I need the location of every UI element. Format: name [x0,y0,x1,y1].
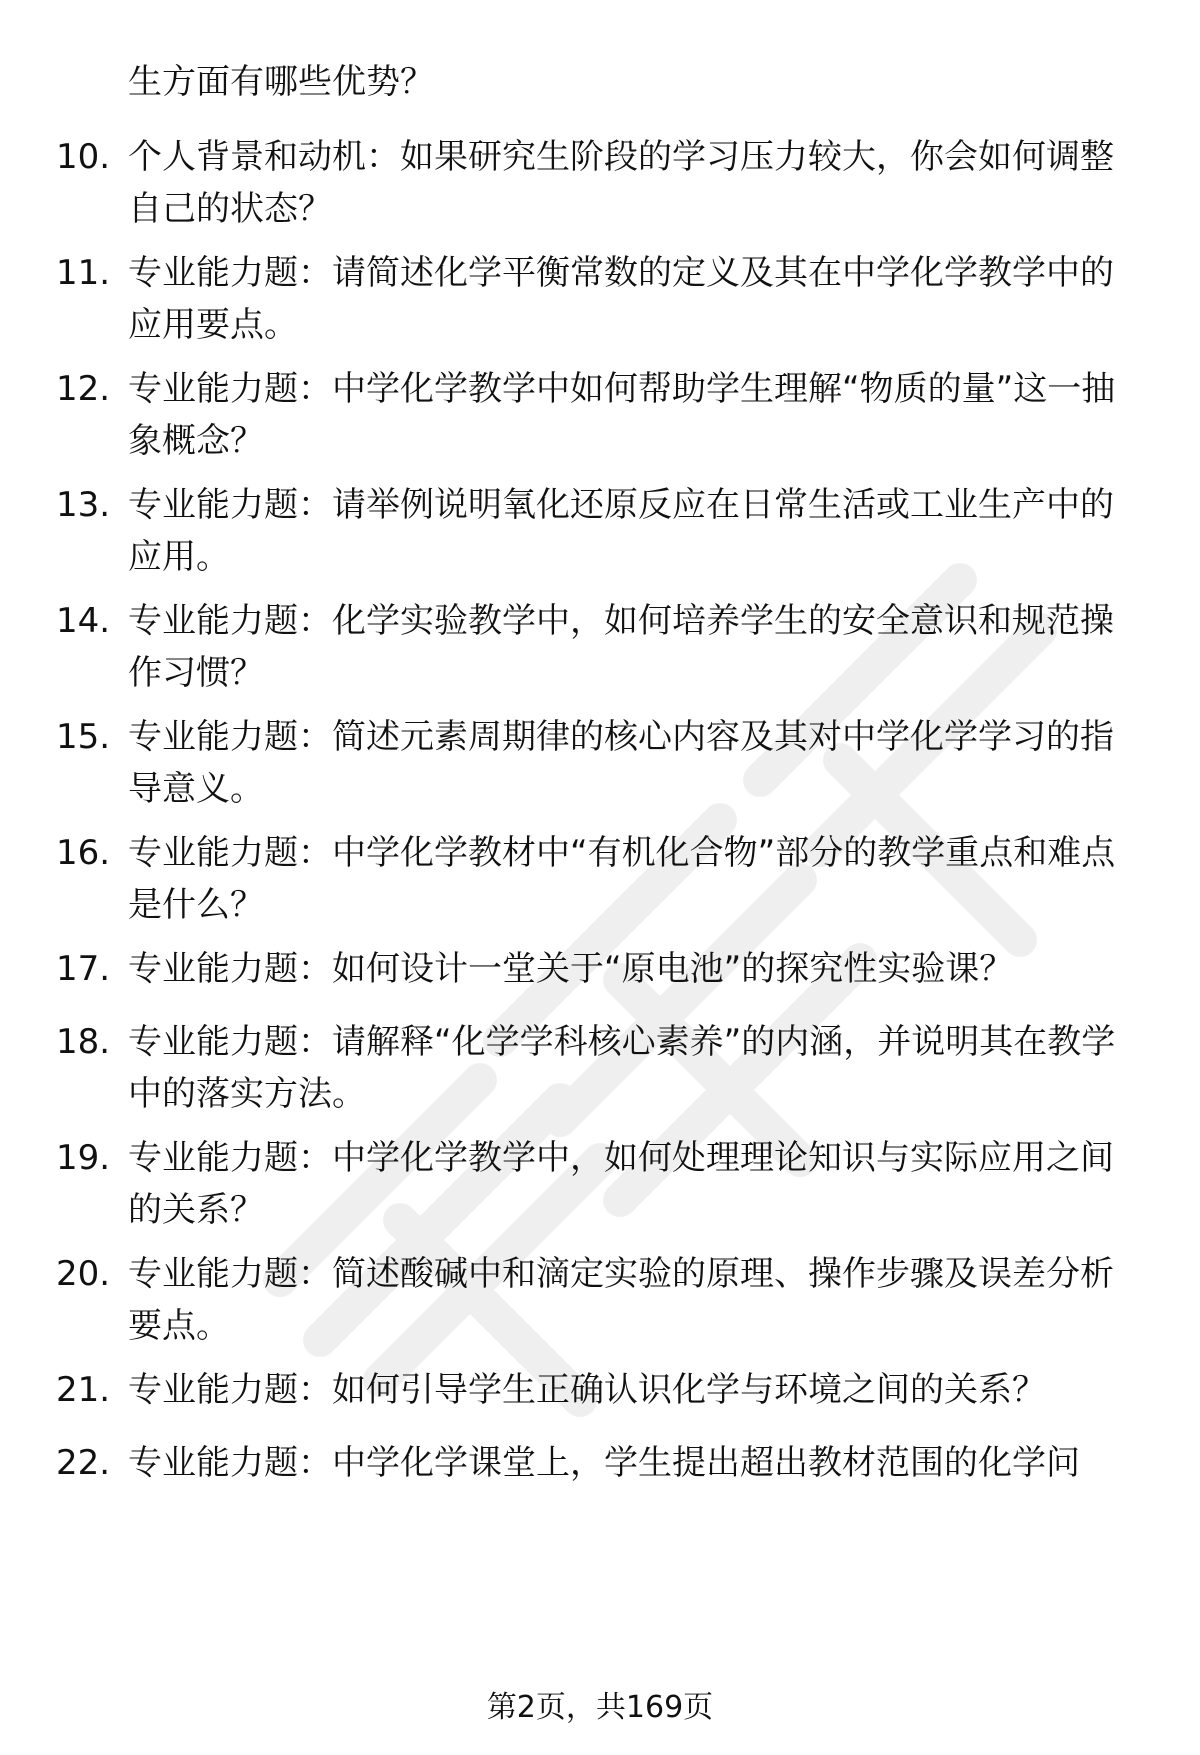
item-number: 22. [56,1443,111,1483]
item-text: 专业能力题：简述元素周期律的核心内容及其对中学化学学习的指导意义。 [128,717,1114,809]
item-number: 15. [56,717,111,757]
list-item [56,595,1138,699]
page-footer: 第2页，共169页 [486,1690,714,1725]
item-text: 个人背景和动机：如果研究生阶段的学习压力较大，你会如何调整自己的状态？ [128,137,1114,229]
list-item [56,131,1138,235]
list-item [56,943,1138,995]
list-item [56,1437,1138,1489]
item-number: 17. [56,949,111,989]
item-number: 18. [56,1022,111,1062]
list-item [56,827,1138,931]
continuation-line: 生方面有哪些优势？ [128,62,434,102]
list-item [56,1364,1138,1416]
item-text: 专业能力题：中学化学教学中如何帮助学生理解“物质的量”这一抽象概念？ [128,369,1116,461]
item-text: 专业能力题：请举例说明氧化还原反应在日常生活或工业生产中的应用。 [128,485,1114,577]
list-item [56,247,1138,351]
item-number: 16. [56,833,111,873]
item-number: 14. [56,601,111,641]
item-text: 专业能力题：如何设计一堂关于“原电池”的探究性实验课？ [128,949,1014,989]
list-item [56,363,1138,467]
list-item [56,1016,1138,1120]
item-text: 专业能力题：如何引导学生正确认识化学与环境之间的关系？ [128,1370,1046,1410]
item-text: 专业能力题：中学化学课堂上，学生提出超出教材范围的化学问 [128,1443,1080,1483]
item-text: 专业能力题：请简述化学平衡常数的定义及其在中学化学教学中的应用要点。 [128,253,1114,345]
list-item [56,711,1138,815]
list-item [56,1132,1138,1236]
item-text: 专业能力题：化学实验教学中，如何培养学生的安全意识和规范操作习惯？ [128,601,1114,693]
item-number: 20. [56,1254,111,1294]
list-item [56,1248,1138,1352]
item-text: 专业能力题：中学化学教学中，如何处理理论知识与实际应用之间的关系？ [128,1138,1114,1230]
item-number: 21. [56,1370,111,1410]
item-text: 专业能力题：请解释“化学学科核心素养”的内涵，并说明其在教学中的落实方法。 [128,1022,1116,1114]
item-number: 10. [56,137,111,177]
item-number: 12. [56,369,111,409]
item-text: 专业能力题：简述酸碱中和滴定实验的原理、操作步骤及误差分析要点。 [128,1254,1114,1346]
item-number: 13. [56,485,111,525]
list-item [56,479,1138,583]
item-number: 19. [56,1138,111,1178]
item-text: 专业能力题：中学化学教材中“有机化合物”部分的教学重点和难点是什么？ [128,833,1116,925]
item-number: 11. [56,253,111,293]
